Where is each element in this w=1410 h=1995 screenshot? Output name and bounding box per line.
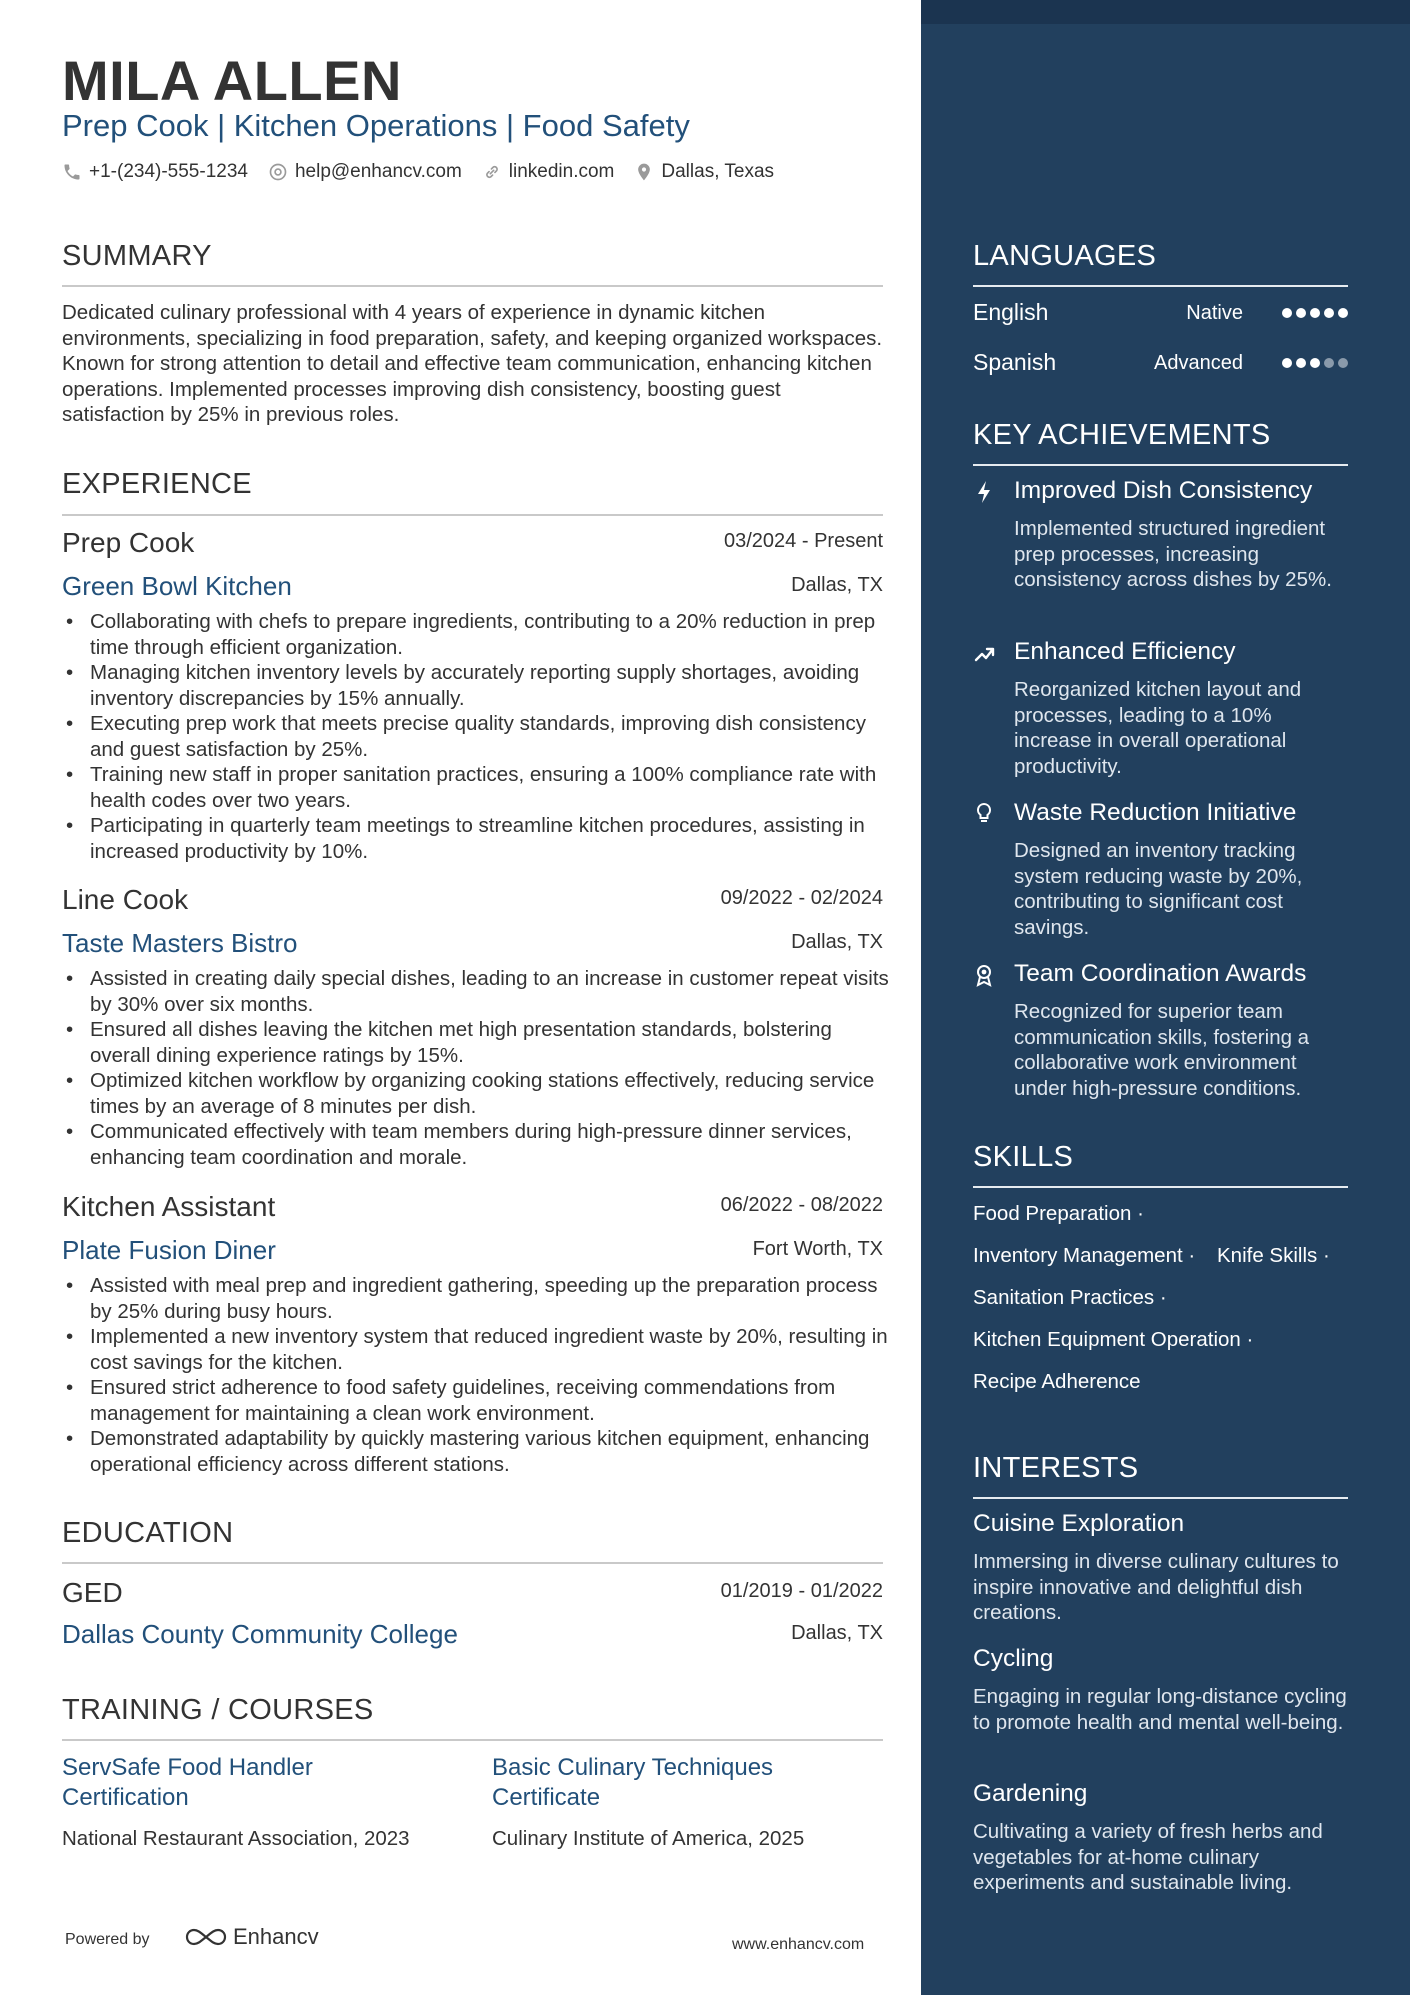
job-bullet: • Collaborating with chefs to prepare ingredients, contributing to a 20% reduction in prep time through efficient organization. bbox=[62, 609, 892, 660]
job-bullet: • Training new staff in proper sanitation practices, ensuring a 100% compliance rate with health codes over two years. bbox=[62, 762, 892, 813]
language-name: English bbox=[973, 299, 1049, 325]
skill-tag: Inventory Management · bbox=[973, 1244, 1196, 1267]
interests-divider bbox=[973, 1497, 1348, 1499]
skill-tag: Kitchen Equipment Operation · bbox=[973, 1328, 1254, 1351]
achievement-desc: Designed an inventory tracking system reducing waste by 20%, contributing to significant cost savings. bbox=[1014, 839, 1303, 939]
job-bullets bbox=[62, 966, 892, 1170]
rating-dot-filled bbox=[1310, 358, 1320, 368]
job-location: Dallas, TX bbox=[791, 574, 883, 596]
contact-phone[interactable] bbox=[62, 161, 248, 183]
job-bullet: • Executing prep work that meets precise quality standards, improving dish consistency and guest satisfaction by 25%. bbox=[62, 711, 892, 762]
skill-tag: Food Preparation · bbox=[973, 1202, 1144, 1225]
interest-desc: Cultivating a variety of fresh herbs and vegetables for at-home culinary experiments and sustainable living. bbox=[973, 1820, 1323, 1894]
skills-divider bbox=[973, 1186, 1348, 1188]
job-bullet: • Optimized kitchen workflow by organizing cooking stations effectively, reducing service times by an average of 8 minutes per dish. bbox=[62, 1068, 892, 1119]
skill-tag: Recipe Adherence bbox=[973, 1370, 1141, 1393]
phone-icon bbox=[62, 162, 82, 182]
interests-heading: INTERESTS bbox=[973, 1452, 1139, 1484]
languages-divider bbox=[973, 285, 1348, 287]
rating-dot-filled bbox=[1282, 308, 1292, 318]
job-bullet: • Ensured all dishes leaving the kitchen met high presentation standards, bolstering overall dining experience ratings by 15%. bbox=[62, 1017, 892, 1068]
job-bullet: • Assisted in creating daily special dishes, leading to an increase in customer repeat visits by 30% over six months. bbox=[62, 966, 892, 1017]
rating-dot-filled bbox=[1282, 358, 1292, 368]
experience-divider bbox=[62, 514, 883, 516]
language-level: Advanced bbox=[1154, 352, 1243, 374]
link-icon bbox=[482, 162, 502, 182]
contact-bar bbox=[62, 161, 794, 183]
at-icon bbox=[268, 162, 288, 182]
achievement-desc: Implemented structured ingredient prep processes, increasing consistency across dishes by 25%. bbox=[1014, 517, 1332, 591]
course-provider: Culinary Institute of America, 2025 bbox=[492, 1827, 805, 1850]
job-company: Green Bowl Kitchen bbox=[62, 571, 292, 601]
summary-divider bbox=[62, 285, 883, 287]
rating-dot-empty bbox=[1338, 358, 1348, 368]
trend-icon bbox=[973, 640, 995, 666]
lightning-icon bbox=[973, 479, 995, 505]
education-degree: GED bbox=[62, 1577, 123, 1608]
contact-location-text: Dallas, Texas bbox=[661, 161, 775, 182]
language-rating bbox=[1278, 358, 1348, 368]
education-school: Dallas County Community College bbox=[62, 1619, 458, 1649]
training-divider bbox=[62, 1739, 883, 1741]
contact-phone-text: +1-(234)-555-1234 bbox=[89, 161, 248, 182]
achievements-divider bbox=[973, 464, 1348, 466]
award-icon bbox=[973, 962, 995, 988]
job-bullet: • Managing kitchen inventory levels by accurately reporting supply shortages, avoiding inventory discrepancies by 15% annually. bbox=[62, 660, 892, 711]
job-title: Prep Cook bbox=[62, 527, 195, 558]
footer-url[interactable]: www.enhancv.com bbox=[732, 1936, 865, 1953]
enhancv-logo-text: Enhancv bbox=[233, 1924, 319, 1949]
languages-heading: LANGUAGES bbox=[973, 240, 1157, 272]
education-location: Dallas, TX bbox=[791, 1622, 883, 1644]
job-location: Dallas, TX bbox=[791, 931, 883, 953]
language-row bbox=[973, 299, 1348, 329]
job-dates: 09/2022 - 02/2024 bbox=[720, 887, 883, 909]
interest-title: Cuisine Exploration bbox=[973, 1510, 1185, 1537]
job-location: Fort Worth, TX bbox=[752, 1238, 883, 1260]
achievement-title: Improved Dish Consistency bbox=[1014, 477, 1313, 504]
contact-linkedin-text: linkedin.com bbox=[508, 161, 615, 182]
interest-desc: Immersing in diverse culinary cultures to inspire innovative and delightful dish creations. bbox=[973, 1550, 1339, 1624]
rating-dot-filled bbox=[1296, 308, 1306, 318]
language-level: Native bbox=[1186, 302, 1243, 324]
education-heading: EDUCATION bbox=[62, 1517, 234, 1549]
enhancv-logo[interactable] bbox=[183, 1924, 319, 1950]
course-title: Basic Culinary Techniques Certificate bbox=[492, 1754, 774, 1811]
achievement-title: Team Coordination Awards bbox=[1014, 960, 1307, 987]
course-provider: National Restaurant Association, 2023 bbox=[62, 1827, 410, 1850]
language-rating bbox=[1278, 308, 1348, 318]
rating-dot-filled bbox=[1338, 308, 1348, 318]
sidebar-top-bar bbox=[921, 0, 1410, 24]
job-title: Kitchen Assistant bbox=[62, 1191, 276, 1222]
education-divider bbox=[62, 1562, 883, 1564]
rating-dot-filled bbox=[1296, 358, 1306, 368]
enhancv-logo-icon bbox=[183, 1925, 229, 1949]
interest-title: Cycling bbox=[973, 1645, 1054, 1672]
job-company: Taste Masters Bistro bbox=[62, 928, 298, 958]
job-bullet: • Participating in quarterly team meetings to streamline kitchen procedures, assisting in increased productivity by 10%. bbox=[62, 813, 892, 864]
skill-tag: Knife Skills · bbox=[1217, 1244, 1330, 1267]
lightbulb-icon bbox=[973, 801, 995, 827]
job-bullet: • Implemented a new inventory system that reduced ingredient waste by 20%, resulting in cost savings for the kitchen. bbox=[62, 1324, 892, 1375]
sidebar bbox=[921, 0, 1410, 1995]
job-dates: 03/2024 - Present bbox=[724, 530, 883, 552]
achievement-title: Waste Reduction Initiative bbox=[1014, 799, 1297, 826]
language-name: Spanish bbox=[973, 349, 1057, 375]
language-row bbox=[973, 349, 1348, 379]
course-title: ServSafe Food Handler Certification bbox=[62, 1754, 313, 1811]
contact-location bbox=[634, 161, 774, 183]
rating-dot-filled bbox=[1324, 308, 1334, 318]
job-bullet: • Assisted with meal prep and ingredient gathering, speeding up the preparation process by 25% during busy hours. bbox=[62, 1273, 892, 1324]
summary-heading: SUMMARY bbox=[62, 240, 212, 272]
interest-title: Gardening bbox=[973, 1780, 1088, 1807]
achievements-heading: KEY ACHIEVEMENTS bbox=[973, 419, 1271, 451]
skill-tag: Sanitation Practices · bbox=[973, 1286, 1167, 1309]
rating-dot-empty bbox=[1324, 358, 1334, 368]
job-bullets bbox=[62, 1273, 892, 1477]
experience-heading: EXPERIENCE bbox=[62, 468, 252, 500]
contact-email[interactable] bbox=[268, 161, 462, 183]
rating-dot-filled bbox=[1310, 308, 1320, 318]
summary-text: Dedicated culinary professional with 4 years of experience in dynamic kitchen environments, specializing in food preparation, safety, and keeping organized workspaces. Known for strong attention to detail and effective team communication, enhancing kitchen operations. Implemented processes improving dish consistency, boosting guest satisfaction by 25% in previous roles. bbox=[62, 301, 883, 426]
skills-heading: SKILLS bbox=[973, 1141, 1074, 1173]
job-bullets bbox=[62, 609, 892, 864]
headline: Prep Cook | Kitchen Operations | Food Safety bbox=[62, 108, 690, 143]
achievement-desc: Reorganized kitchen layout and processes, leading to a 10% increase in overall operational productivity. bbox=[1014, 678, 1302, 778]
training-heading: TRAINING / COURSES bbox=[62, 1694, 374, 1726]
job-bullet: • Demonstrated adaptability by quickly mastering various kitchen equipment, enhancing operational efficiency across different stations. bbox=[62, 1426, 892, 1477]
job-company: Plate Fusion Diner bbox=[62, 1235, 276, 1265]
job-title: Line Cook bbox=[62, 884, 189, 915]
contact-email-text: help@enhancv.com bbox=[294, 161, 462, 182]
job-bullet: • Ensured strict adherence to food safety guidelines, receiving commendations from management for maintaining a clean work environment. bbox=[62, 1375, 892, 1426]
candidate-name: MILA ALLEN bbox=[62, 49, 402, 112]
job-bullet: • Communicated effectively with team members during high-pressure dinner services, enhancing team coordination and morale. bbox=[62, 1119, 892, 1170]
interest-desc: Engaging in regular long-distance cycling to promote health and mental well-being. bbox=[973, 1685, 1347, 1734]
education-dates: 01/2019 - 01/2022 bbox=[720, 1580, 883, 1602]
achievement-desc: Recognized for superior team communication skills, fostering a collaborative work environment under high-pressure conditions. bbox=[1014, 1000, 1310, 1100]
location-icon bbox=[634, 162, 654, 182]
contact-linkedin[interactable] bbox=[482, 161, 615, 183]
job-dates: 06/2022 - 08/2022 bbox=[720, 1194, 883, 1216]
achievement-title: Enhanced Efficiency bbox=[1014, 638, 1236, 665]
powered-by: Powered by bbox=[65, 1931, 150, 1948]
